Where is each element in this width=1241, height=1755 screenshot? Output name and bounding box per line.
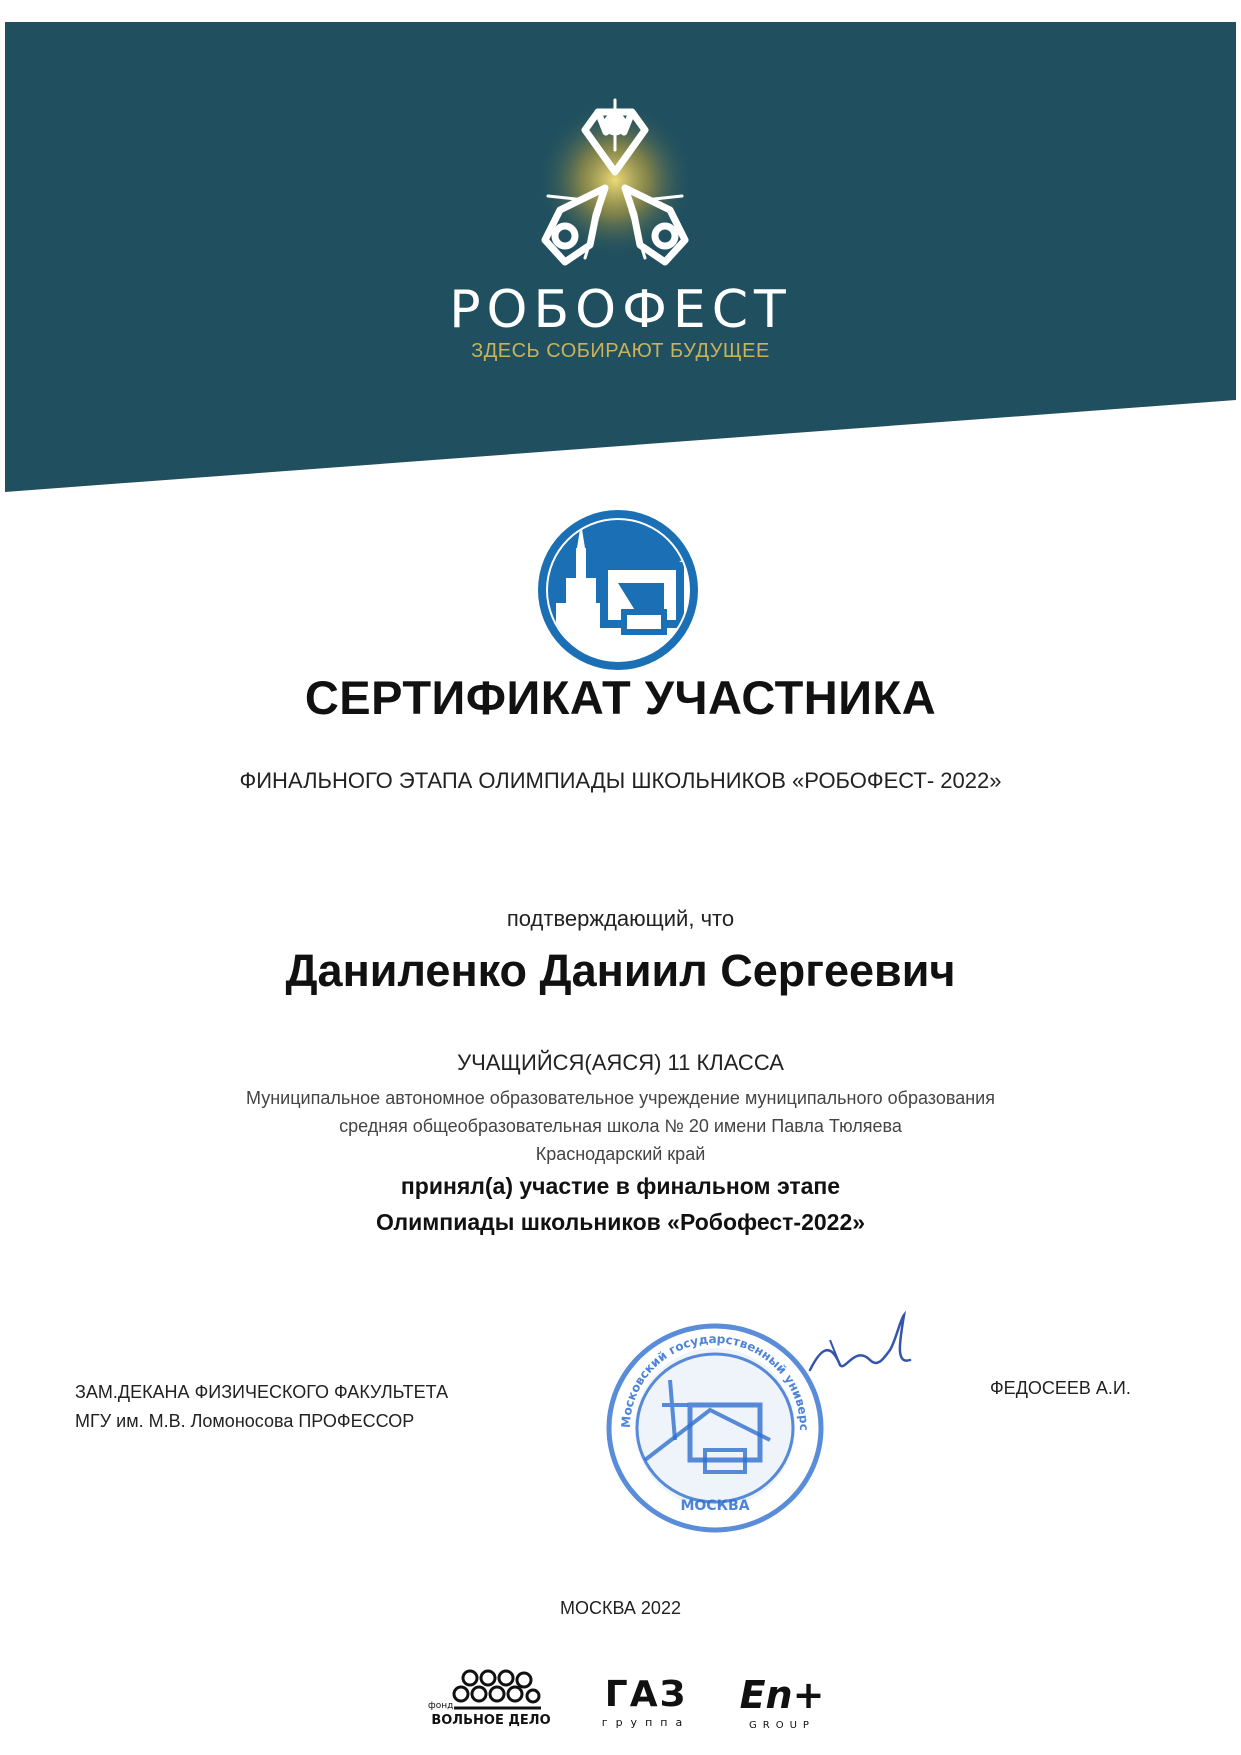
sponsor-bottom: группа: [601, 1716, 691, 1729]
sponsor-bottom: GROUP: [749, 1720, 815, 1731]
school-info: [0, 1084, 1241, 1168]
stamp-text: Московский государственный универс: [618, 1331, 812, 1431]
position-line: МГУ им. М.В. Ломоносова ПРОФЕССОР: [75, 1411, 415, 1431]
city-year: МОСКВА 2022: [560, 1598, 681, 1618]
volnoe-delo-logo-icon: [426, 1668, 556, 1732]
msu-physics-logo-icon: [536, 508, 700, 672]
university-stamp-icon: [600, 1310, 830, 1540]
brand-slogan: ЗДЕСЬ СОБИРАЮТ БУДУЩЕЕ: [471, 340, 770, 362]
brand-title: РОБОФЕСТ: [449, 280, 792, 340]
sponsor-bottom: ВОЛЬНОЕ ДЕЛО: [431, 1713, 551, 1728]
school-line: Муниципальное автономное образовательное учреждение муниципального образования: [246, 1088, 995, 1108]
school-line: средняя общеобразовательная школа № 20 имени Павла Тюляева: [339, 1116, 902, 1136]
stamp-city: МОСКВА: [680, 1498, 750, 1514]
certificate-title: СЕРТИФИКАТ УЧАСТНИКА: [304, 671, 937, 724]
signatory-position: [75, 1378, 448, 1436]
certificate-subtitle: ФИНАЛЬНОГО ЭТАПА ОЛИМПИАДЫ ШКОЛЬНИКОВ «РОБОФЕСТ- 2022»: [239, 768, 1002, 793]
header-banner: [0, 0, 1241, 500]
en-plus-logo-icon: [736, 1668, 828, 1732]
recipient-grade: УЧАЩИЙСЯ(АЯСЯ) 11 КЛАССА: [457, 1050, 784, 1075]
sponsor-top: фонд: [428, 1701, 454, 1711]
position-line: ЗАМ.ДЕКАНА ФИЗИЧЕСКОГО ФАКУЛЬТЕТА: [75, 1382, 449, 1402]
result-line: Олимпиады школьников «Робофест-2022»: [375, 1209, 866, 1235]
recipient-name: Даниленко Даниил Сергеевич: [285, 945, 956, 996]
sponsor-top: En+: [739, 1673, 825, 1717]
sponsor-top: ГАЗ: [604, 1674, 688, 1715]
school-line: Краснодарский край: [535, 1144, 706, 1164]
participation-result: [0, 1168, 1241, 1240]
result-line: принял(а) участие в финальном этапе: [400, 1173, 841, 1199]
signature-icon: [800, 1310, 930, 1390]
gaz-group-logo-icon: [590, 1668, 702, 1732]
confirm-text: подтверждающий, что: [506, 906, 735, 931]
signatory-name: ФЕДОСЕЕВ А.И.: [990, 1378, 1131, 1398]
